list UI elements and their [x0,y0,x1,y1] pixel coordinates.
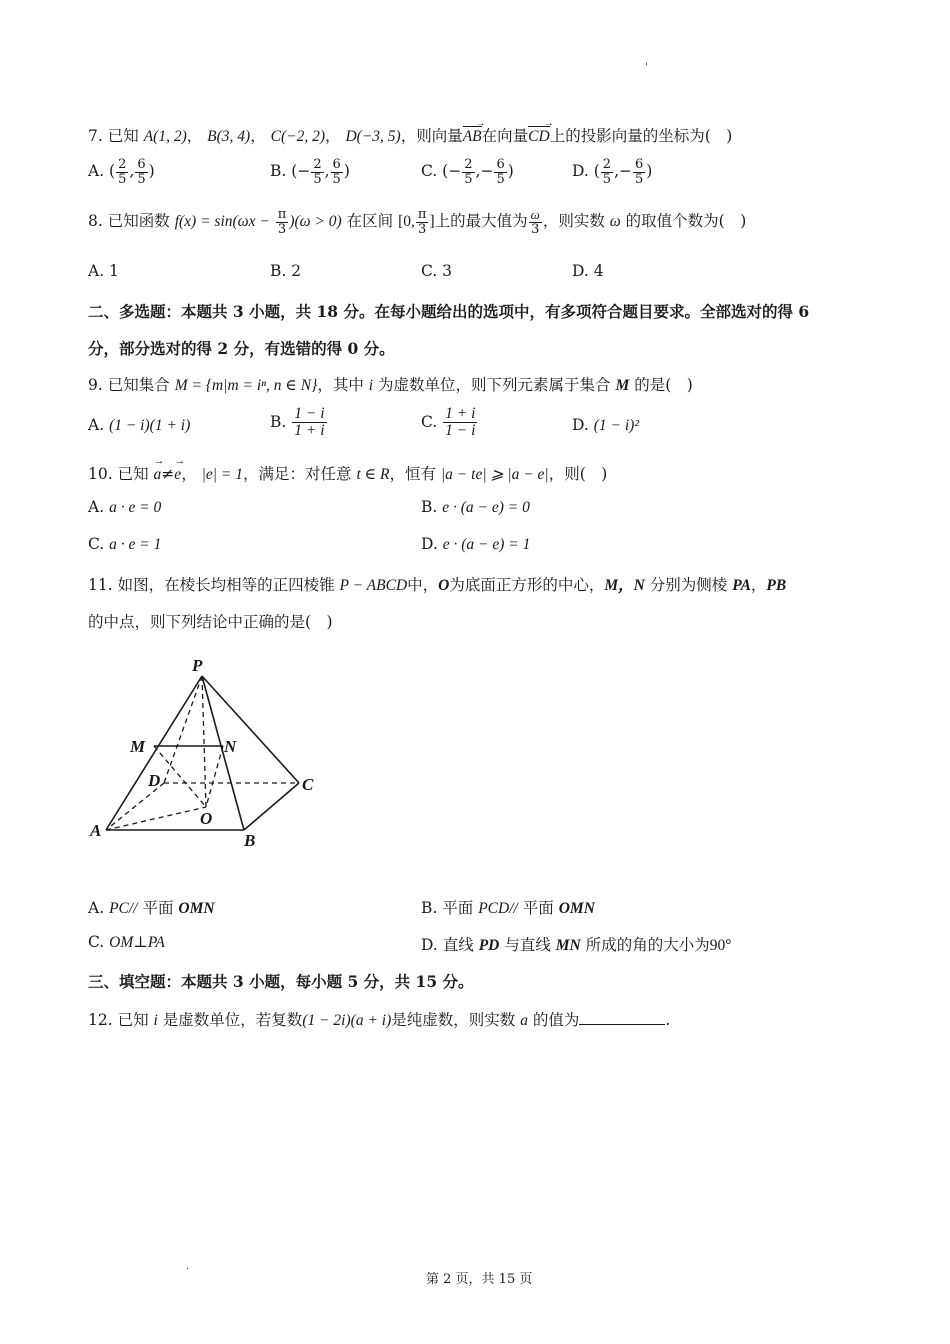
q9-set: M = {m|m = iⁿ, n ∈ N} [174,377,318,394]
q11-option-d-label: D. [421,936,438,954]
label-A: A [90,821,102,840]
q9-option-b-fraction: $\frac{1 - i}{1 + i}$ [294,405,325,440]
q7-option-c-label: C. [421,162,438,181]
question-9 [88,373,693,395]
q11-option-d-text-1: 直线 [442,936,474,954]
q7-number: 7. [88,127,103,145]
q7-text-4: 上的投影向量的坐标为( ) [549,127,733,145]
q8-option-a: A. 1 [88,262,119,280]
q11-option-b-plane: OMN [558,900,595,917]
q7-option-c-xsign: − [448,162,462,181]
q11-option-d-text-3: 所成的角的大小为 [585,936,710,954]
q11-MN: M，N [604,577,645,594]
q11-option-b-text-2: 平面 [522,899,554,917]
q8-omega: ω [609,213,621,231]
q10-vector-a: → a [154,466,162,484]
q7-option-d-label: D. [572,162,589,181]
q11-option-d-pd: PD [478,937,500,954]
q12-text-3: 是纯虚数，则实数 [391,1011,516,1029]
q10-inequality: |a − te| ⩾ |a − e| [440,466,549,483]
q12-a: a [520,1012,528,1029]
q11-pyramid: P − ABCD [339,577,408,594]
q11-option-d-mn: MN [555,937,581,954]
q9-option-a-label: A. [88,416,105,434]
q12-number: 12. [88,1011,113,1029]
q11-text-2: 中， [407,576,439,594]
q9-number: 9. [88,376,103,394]
q9-option-a [88,416,190,435]
section-3-heading: 三、填空题：本题共 3 小题，每小题 5 分，共 15 分。 [88,972,474,991]
q9-option-d [572,416,639,435]
q11-option-a-plane: OMN [178,900,215,917]
q8-text-1: 已知函数 [107,212,170,231]
q10-option-c [88,535,161,554]
q7-text-3: 在向量 [481,127,529,145]
q11-number: 11. [88,576,113,594]
q7-point-d: D(−3, 5) [345,128,401,145]
q9-option-d-label: D. [572,416,589,434]
q9-i: i [368,377,374,394]
q12-expr: (1 − 2i)(a + i) [302,1012,392,1029]
label-C: C [302,775,314,794]
q11-option-a-label: A. [88,899,105,917]
question-11-line-2: 的中点，则下列结论中正确的是( ) [88,613,333,631]
label-N: N [224,737,237,756]
q11-option-d-text-2: 与直线 [504,936,551,954]
q7-text-2: ，则向量 [400,127,463,145]
section-2-heading-line-1: 二、多选题：本题共 3 小题，共 18 分。在每小题给出的选项中，有多项符合题目要求。全部选对的得 6 [88,302,810,321]
segment-PO [202,676,206,807]
q10-norm: |e| = 1 [201,466,244,483]
q10-option-b-label: B. [421,498,438,516]
q7-option-d-x: $\frac{2}{5}$ [602,157,612,187]
q11-option-b-text-1: 平面 [442,899,474,917]
q10-option-d [421,535,530,554]
q11-option-c-expr: OM⊥PA [109,934,165,951]
q9-option-c-fraction: $\frac{1 + i}{1 - i}$ [445,405,476,440]
q7-option-d-y: $\frac{6}{5}$ [635,157,644,187]
q8-interval-left: [0, [398,213,415,231]
q10-option-b-expr: e · (a − e) = 0 [442,499,530,516]
q9-text-2: ，其中 [317,376,364,394]
q11-option-b-parallel: // [509,900,518,917]
q8-option-c: C. 3 [421,262,453,280]
q9-option-c-label: C. [421,412,438,431]
q10-text-5: ，则( ) [548,465,608,483]
segment-OM [154,746,206,807]
q8-pi-over-3: $\frac{\pi}{3}$ [277,207,287,237]
segment-ON [206,746,223,807]
q10-option-c-label: C. [88,535,105,553]
q12-text-2: 是虚数单位，若复数 [162,1011,303,1029]
q11-text-1: 如图，在棱长均相等的正四棱锥 [117,576,335,594]
q10-option-d-label: D. [421,535,438,553]
q10-option-c-expr: a · e = 1 [109,536,162,553]
q9-text-4: 的是( ) [634,376,693,394]
q7-option-a-x: $\frac{2}{5}$ [118,157,127,187]
label-P: P [192,656,203,675]
q8-condition: )(ω > 0) [289,213,342,231]
q8-option-b: B. 2 [270,262,302,280]
q11-option-a [88,896,215,918]
q7-point-a: A(1, 2) [143,128,187,145]
q9-text-1: 已知集合 [107,376,170,394]
label-D: D [148,771,161,790]
q11-PA: PA [732,577,751,594]
q7-option-b-xsign: − [297,162,311,181]
q11-O: O [438,577,450,594]
q10-option-d-expr: e · (a − e) = 1 [442,536,531,553]
q10-number: 10. [88,465,113,483]
q8-option-d: D. 4 [572,262,604,280]
q10-vector-e: → e [174,466,181,484]
page-number: 第 2 页，共 15 页 [426,1272,533,1287]
q11-text-4: 分别为侧棱 [649,576,728,594]
question-12 [88,1008,670,1030]
q7-option-c-x: $\frac{2}{5}$ [464,157,473,187]
q10-t-in-r: t ∈ R [356,466,390,483]
header-mark: ' [645,62,648,73]
q10-neq: ≠ [161,465,175,483]
q11-option-a-pc: PC [109,900,129,917]
q11-option-c [88,933,165,952]
q11-option-a-text: 平面 [142,899,174,917]
q10-text-4: ，恒有 [389,465,436,483]
question-11-line-1 [88,573,786,595]
q7-point-c: C(−2, 2) [270,128,326,145]
q10-option-b [421,498,530,517]
q7-text-1: 已知 [107,127,139,145]
q8-omega-over-3: $\frac{\omega}{3}$ [530,207,540,237]
q8-text-4: ，则实数 [542,212,605,231]
q11-option-d [421,933,731,955]
q7-option-c-ysign: − [480,162,494,181]
q7-vector-ab: AB → [463,128,482,146]
question-7: 7. 已知 A(1, 2)， B(3, 4)， C(−2, 2)， D(−3, 5)，则向量AB →在向量CD →上的投影向量的坐标为( ) [88,124,732,146]
q7-vector-cd: CD → [528,128,550,146]
edge-PD [164,676,202,783]
section-2-heading-line-2: 分，部分选对的得 2 分，有选错的得 0 分。 [88,339,395,358]
q9-option-c [421,406,478,440]
label-O: O [200,809,213,828]
q7-option-c-y: $\frac{6}{5}$ [496,157,505,187]
q10-text-1: 已知 [117,465,149,483]
footer-mark: . [186,1262,189,1272]
q7-option-d-ysign: − [619,162,633,181]
q7-option-a-label: A. [88,162,105,181]
label-M: M [130,737,146,756]
q7-option-b-y: $\frac{6}{5}$ [332,157,341,187]
q7-option-d: D. ( $\frac{2}{5}$ ,− $\frac{6}{5}$ ) [572,157,653,187]
q11-text-3: 为底面正方形的中心， [449,576,605,594]
q9-option-b-label: B. [270,412,287,431]
q8-text-5: 的取值个数为( ) [625,212,747,231]
q11-option-d-angle: 90° [709,937,732,954]
q7-option-b: B. (− $\frac{2}{5}$ , $\frac{6}{5}$ ) [270,157,350,187]
question-8 [88,208,746,236]
q10-text-3: ，满足：对任意 [243,465,352,483]
q8-number: 8. [88,212,103,231]
edge-PA [106,676,202,830]
q8-interval-right: ] [429,213,435,231]
q11-PB: PB [766,577,787,594]
q9-option-d-expr: (1 − i)² [593,417,639,434]
q7-option-a: A. ( $\frac{2}{5}$ , $\frac{6}{5}$ ) [88,157,155,187]
question-10 [88,462,607,484]
q12-end: . [665,1011,671,1029]
q12-text-4: 的值为 [532,1011,580,1029]
q9-option-b [270,406,328,440]
q12-answer-blank[interactable] [579,1010,665,1025]
q11-option-b-label: B. [421,899,438,917]
edge-BC [244,783,299,830]
q10-option-a-label: A. [88,498,105,516]
q11-option-a-parallel: // [128,900,138,917]
label-B: B [244,831,256,850]
q8-function: f(x) = sin(ωx − [174,213,270,231]
q10-option-a [88,498,161,517]
q7-option-b-label: B. [270,162,287,181]
q10-option-a-expr: a · e = 0 [109,499,162,516]
q8-text-2: 在区间 [346,212,394,231]
q11-option-b-pcd: PCD [478,900,510,917]
pyramid-figure [84,652,324,852]
q8-interval-pi-over-3: $\frac{\pi}{3}$ [417,207,427,237]
q12-i: i [153,1012,158,1029]
q9-option-a-expr: (1 − i)(1 + i) [109,417,191,434]
q11-option-c-label: C. [88,933,105,951]
q9-text-3: 为虚数单位，则下列元素属于集合 [378,376,611,394]
q9-M: M [615,377,630,394]
q7-point-b: B(3, 4) [207,128,251,145]
q7-option-c: C. (− $\frac{2}{5}$ ,− $\frac{6}{5}$ ) [421,157,514,187]
q11-comma: ， [750,576,767,594]
q10-text-2: ， [181,465,197,483]
q7-option-b-x: $\frac{2}{5}$ [313,157,322,187]
q8-text-3: 上的最大值为 [434,212,528,231]
q11-option-b [421,896,595,918]
q12-text-1: 已知 [117,1011,149,1029]
q7-option-a-y: $\frac{6}{5}$ [137,157,146,187]
